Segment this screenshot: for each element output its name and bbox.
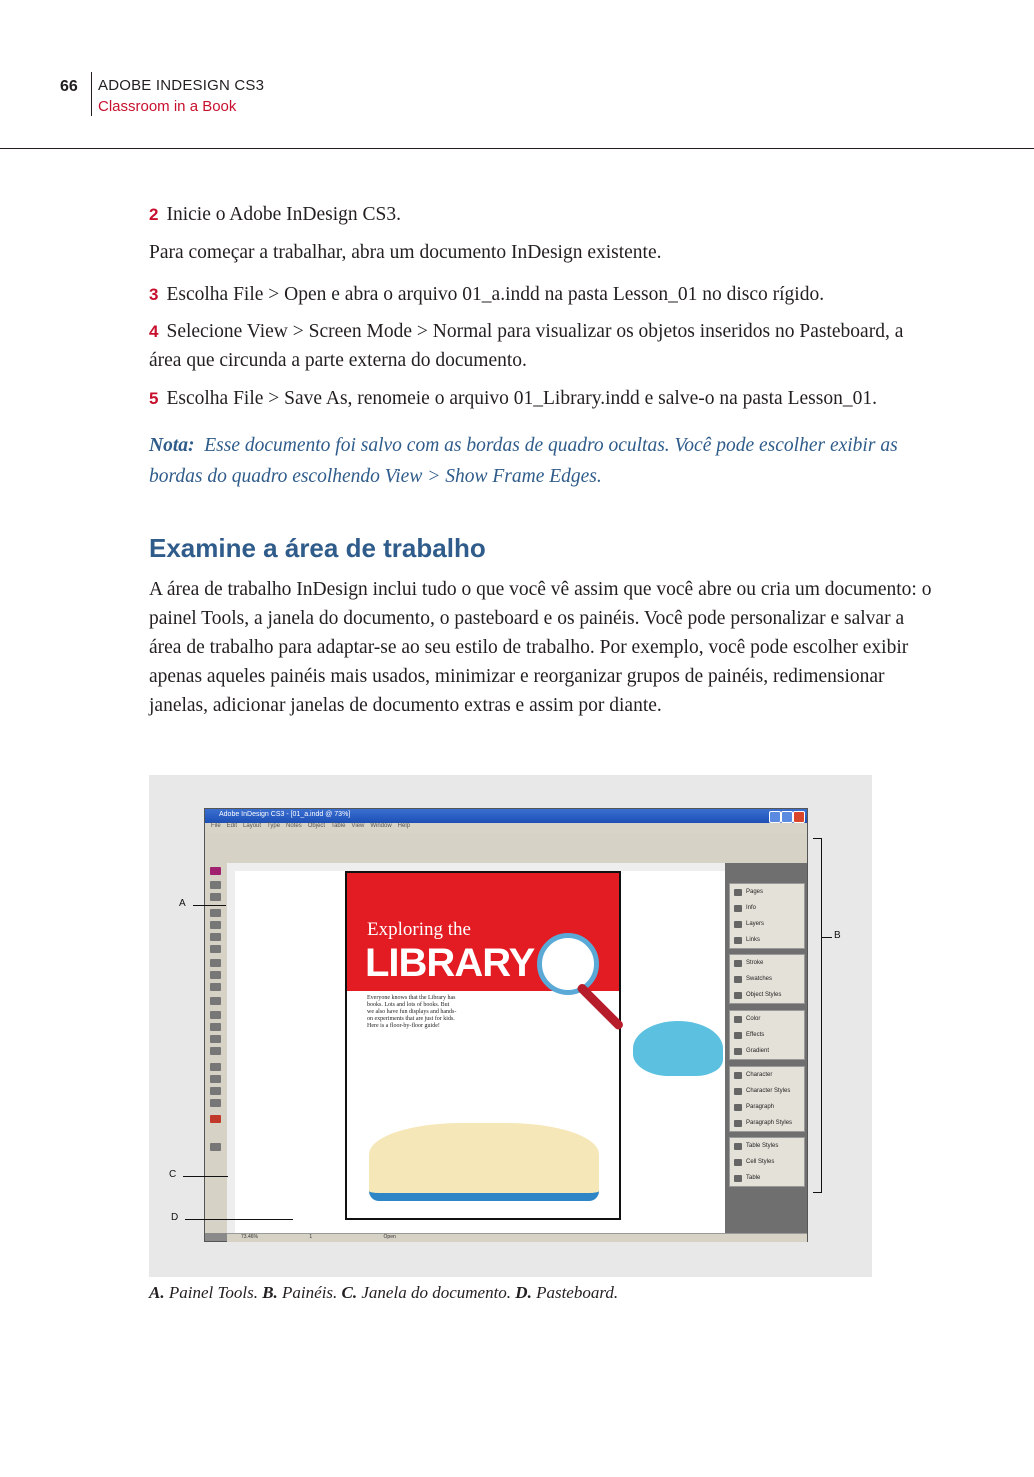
panel-stroke: Stroke [730, 955, 804, 971]
free-transform-tool-icon [210, 1047, 221, 1055]
header-divider [91, 72, 92, 116]
panel-character: Character [730, 1067, 804, 1083]
callout-d-line [185, 1219, 293, 1220]
caption-d-text: Pasteboard. [536, 1283, 619, 1302]
caption-c-text: Janela do documento. [361, 1283, 512, 1302]
intro-line: Para começar a trabalhar, abra um documento InDesign existente. [149, 242, 662, 263]
menu-file: File [211, 823, 221, 829]
document-page [345, 871, 621, 1220]
scale-tool-icon [210, 1023, 221, 1031]
step-number: 5 [149, 389, 159, 408]
status-text: Open [383, 1234, 396, 1240]
menu-window: Window [370, 823, 392, 829]
cover-line-1: Exploring the [367, 919, 471, 940]
gradient-tool-icon [210, 1035, 221, 1043]
step-2 [149, 200, 949, 229]
menu-layout: Layout [243, 823, 262, 829]
hand-tool-icon [210, 1087, 221, 1095]
note-tool-icon [210, 1063, 221, 1071]
callout-b-line [822, 937, 832, 938]
page-field: 1 [309, 1234, 313, 1240]
minimize-icon [769, 811, 781, 823]
eyedropper-tool-icon [210, 1075, 221, 1083]
panel-group-5 [729, 1137, 805, 1187]
panel-swatches: Swatches [730, 971, 804, 987]
panel-color: Color [730, 1011, 804, 1027]
page-number: 66 [60, 78, 78, 95]
cover-blurb: Everyone knows that the Library has books. Lots and lots of books. But we also have fun displays and hands-on experiments that are just for kids. Here is a floor-by-floor guide! [367, 995, 457, 1029]
callout-c: C [169, 1169, 177, 1180]
caption-b-label: B. [262, 1283, 278, 1302]
rectangle-frame-tool-icon [210, 959, 221, 967]
figure-caption [149, 1283, 618, 1303]
window-titlebar [205, 809, 807, 823]
maximize-icon [781, 811, 793, 823]
step-3 [149, 280, 949, 309]
panel-object-styles: Object Styles [730, 987, 804, 1003]
note-label: Nota: [149, 435, 195, 456]
pencil-tool-icon [210, 933, 221, 941]
rotate-tool-icon [210, 1011, 221, 1019]
control-panel [205, 833, 807, 864]
scissors-tool-icon [210, 997, 221, 1005]
panel-table: Table [730, 1170, 804, 1186]
step-text: Selecione View > Screen Mode > Normal para visualizar os objetos inseridos no Pasteboard, a área que circunda a parte externa do documento. [149, 321, 904, 371]
menu-edit: Edit [226, 823, 238, 829]
magnifier-icon [537, 933, 599, 995]
step-number: 4 [149, 322, 159, 341]
step-text: Escolha File > Save As, renomeie o arquivo 01_Library.indd e salve-o na pasta Lesson_01. [166, 388, 877, 409]
panel-pages: Pages [730, 884, 804, 900]
panel-info: Info [730, 900, 804, 916]
rectangle-tool-icon [210, 971, 221, 979]
step-4 [149, 317, 929, 375]
caption-a-label: A. [149, 1283, 165, 1302]
panel-layers: Layers [730, 916, 804, 932]
caption-b-text: Painéis. [282, 1283, 338, 1302]
running-header [0, 70, 1034, 149]
caption-c-label: C. [341, 1283, 358, 1302]
zoom-tool-icon [210, 1099, 221, 1107]
header-subtitle: Classroom in a Book [98, 98, 237, 115]
panel-table-styles: Table Styles [730, 1138, 804, 1154]
section-paragraph: A área de trabalho InDesign inclui tudo o que você vê assim que você abre ou cria um documento: o painel Tools, a janela do documento, o pasteboard e os painéis. Você pode personalizar e salvar a área de trabalho para adaptar-se ao seu estilo de trabalho. Por exemplo, você pode escolher exibir apenas aqueles painéis mais usados, minimizar e reorganizar grupos de painéis, redimensionar janelas, adicionar janelas de documento extras e assim por diante. [149, 579, 932, 716]
callout-d: D [171, 1212, 179, 1223]
step-number: 3 [149, 285, 159, 304]
note-text: Esse documento foi salvo com as bordas de quadro ocultas. Você pode escolher exibir as bordas do quadro escolhendo View > Show Frame Edges. [149, 435, 898, 487]
panel-cell-styles: Cell Styles [730, 1154, 804, 1170]
menu-help: Help [397, 823, 411, 829]
button-tool-icon [210, 983, 221, 991]
open-book-illustration [369, 1123, 599, 1201]
menu-notes: Notes [286, 823, 302, 829]
panel-character-styles: Character Styles [730, 1083, 804, 1099]
note [149, 430, 949, 492]
callout-c-line [183, 1176, 228, 1177]
zoom-field: 73.46% [241, 1234, 258, 1240]
panel-gradient: Gradient [730, 1043, 804, 1059]
menu-view: View [351, 823, 365, 829]
indesign-logo-icon [210, 867, 221, 875]
selection-tool-icon [210, 881, 221, 889]
header-title: ADOBE INDESIGN CS3 [98, 77, 265, 94]
workspace-figure [149, 775, 872, 1277]
callout-b: B [834, 930, 841, 941]
direct-selection-tool-icon [210, 893, 221, 901]
pen-tool-icon [210, 909, 221, 917]
menu-type: Type [267, 823, 281, 829]
dinosaur-illustration [633, 1021, 723, 1076]
panels-dock [725, 863, 807, 1233]
fill-stroke-icon [210, 1115, 221, 1123]
panel-links: Links [730, 932, 804, 948]
panel-paragraph-styles: Paragraph Styles [730, 1115, 804, 1131]
panel-group-2 [729, 954, 805, 1004]
panel-group-1 [729, 883, 805, 949]
close-icon [793, 811, 805, 823]
menu-object: Object [307, 823, 326, 829]
indesign-window [204, 808, 808, 1242]
line-tool-icon [210, 945, 221, 953]
step-number: 2 [149, 205, 159, 224]
type-tool-icon [210, 921, 221, 929]
cover-line-2: LIBRARY [365, 941, 535, 985]
panel-group-3 [729, 1010, 805, 1060]
caption-d-label: D. [515, 1283, 532, 1302]
callout-b-bracket [813, 838, 822, 1193]
panel-paragraph: Paragraph [730, 1099, 804, 1115]
pasteboard [235, 871, 725, 1233]
menu-table: Table [331, 823, 346, 829]
caption-a-text: Painel Tools. [168, 1283, 258, 1302]
panel-group-4 [729, 1066, 805, 1132]
status-bar [227, 1233, 807, 1242]
callout-a-line [193, 905, 226, 906]
panel-effects: Effects [730, 1027, 804, 1043]
menu-bar [205, 823, 807, 833]
window-title: Adobe InDesign CS3 - [01_a.indd @ 73%] [219, 811, 351, 818]
step-text: Inicie o Adobe InDesign CS3. [166, 204, 401, 225]
tools-panel [205, 863, 228, 1233]
section-heading: Examine a área de trabalho [149, 533, 486, 563]
view-mode-icon [210, 1143, 221, 1151]
callout-a: A [179, 898, 186, 909]
step-text: Escolha File > Open e abra o arquivo 01_a.indd na pasta Lesson_01 no disco rígido. [166, 284, 825, 305]
step-5 [149, 384, 949, 413]
